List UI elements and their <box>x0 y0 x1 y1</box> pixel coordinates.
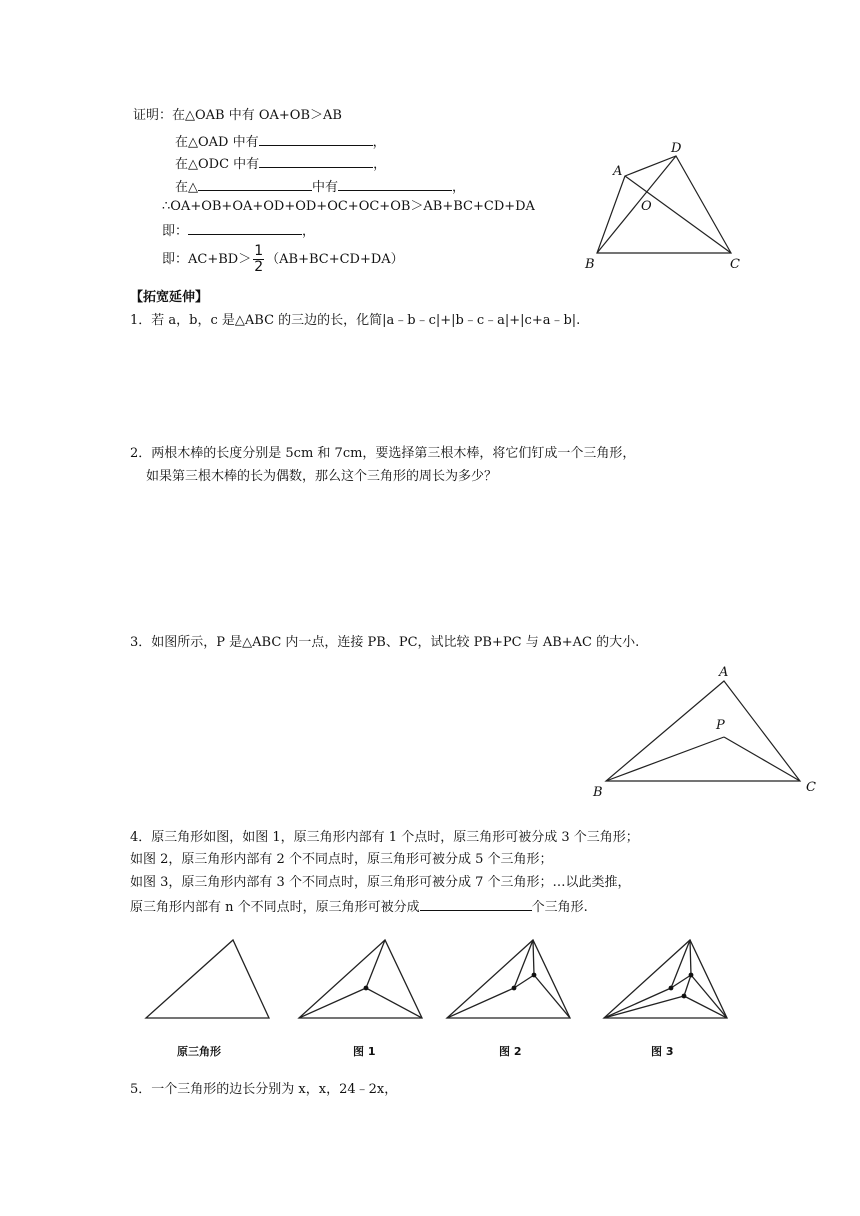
proof-line-6 <box>162 220 315 241</box>
proof-comma: ， <box>373 157 387 172</box>
figure-1-segment <box>366 988 422 1018</box>
caption-original-triangle: 原三角形 <box>177 1045 221 1058</box>
label-d: D <box>671 141 682 156</box>
label-o: O <box>641 199 652 214</box>
proof-line-4 <box>175 176 465 197</box>
figure-2-segment <box>533 940 534 975</box>
proof-line-7-text-b: （AB+BC+CD+DA） <box>266 252 404 267</box>
original-triangle <box>146 940 269 1018</box>
figure-2-segment <box>514 940 533 988</box>
triangle-abc <box>606 681 800 781</box>
label-c: C <box>730 257 740 272</box>
answer-blank[interactable] <box>420 896 532 911</box>
label-b: B <box>593 785 603 800</box>
section-heading: 【拓宽延伸】 <box>130 290 209 305</box>
proof-line-4-text-b: 中有 <box>312 180 339 195</box>
proof-line-3 <box>175 153 386 174</box>
caption-figure-2: 图 2 <box>499 1045 522 1058</box>
proof-line-4-text-a: 在△ <box>175 180 198 195</box>
caption-figure-3: 图 3 <box>651 1045 674 1058</box>
figure-3-point <box>669 986 674 991</box>
answer-blank[interactable] <box>259 153 373 168</box>
answer-blank[interactable] <box>188 220 302 235</box>
proof-comma: ， <box>452 180 466 195</box>
question-4-line-2: 如图 2，原三角形内部有 2 个不同点时，原三角形可被分成 5 个三角形； <box>130 852 553 867</box>
fraction-numerator: 1 <box>254 243 264 259</box>
figure-3-segment <box>684 996 727 1018</box>
figure-3-point <box>689 973 694 978</box>
figure-3-segment <box>604 988 671 1018</box>
figure-2-segment <box>534 975 570 1018</box>
proof-comma: ， <box>372 135 386 150</box>
question-4-line-3: 如图 3，原三角形内部有 3 个不同点时，原三角形可被分成 7 个三角形；…以此类推， <box>130 875 631 890</box>
proof-line-7 <box>162 244 404 276</box>
quadrilateral-outline <box>597 156 731 253</box>
label-c: C <box>806 780 816 795</box>
proof-line-3-text: 在△ODC 中有 <box>175 157 260 172</box>
proof-comma: ， <box>302 224 316 239</box>
question-1: 1．若 a，b，c 是△ABC 的三边的长，化简|a﹣b﹣c|+|b﹣c﹣a|+|c+a﹣b|. <box>130 313 581 328</box>
answer-blank[interactable] <box>259 131 373 146</box>
answer-blank[interactable] <box>338 176 452 191</box>
figure-1-triangle <box>299 940 422 1018</box>
question-2-line-1: 2．两根木棒的长度分别是 5cm 和 7cm，要选择第三根木棒，将它们钉成一个三角形， <box>130 446 636 461</box>
figure-1-point <box>364 986 369 991</box>
label-b: B <box>585 257 595 272</box>
figure-2-segment <box>514 975 534 988</box>
fraction-one-half <box>253 244 264 275</box>
figure-3-segment <box>671 975 691 988</box>
segment-pc <box>724 737 800 781</box>
segment-pb <box>606 737 724 781</box>
figure-2-point <box>532 973 537 978</box>
figure-2-point <box>512 986 517 991</box>
proof-line-5: ∴OA+OB+OA+OD+OD+OC+OC+OB＞AB+BC+CD+DA <box>162 199 535 214</box>
label-p: P <box>716 718 725 733</box>
answer-blank[interactable] <box>198 176 312 191</box>
figure-3-segment <box>684 975 691 996</box>
question-3: 3．如图所示，P 是△ABC 内一点，连接 PB、PC，试比较 PB+PC 与 AB+AC 的大小. <box>130 635 640 650</box>
figure-1-segment <box>366 940 385 988</box>
question-5: 5．一个三角形的边长分别为 x，x，24﹣2x， <box>130 1082 398 1097</box>
figure-3-segment <box>671 940 690 988</box>
proof-line-1: 证明：在△OAB 中有 OA+OB＞AB <box>133 108 342 123</box>
figure-2-segment <box>447 988 514 1018</box>
fraction-denominator: 2 <box>254 259 264 275</box>
question-4-line-4-text-a: 原三角形内部有 n 个不同点时，原三角形可被分成 <box>130 900 420 915</box>
diagonal-bd <box>597 156 676 253</box>
diagonal-ac <box>625 176 731 253</box>
figure-3-point <box>682 994 687 999</box>
label-a: A <box>719 665 729 680</box>
figure-3-segment <box>690 940 691 975</box>
proof-line-2-text: 在△OAD 中有 <box>175 135 259 150</box>
figure-3-segment <box>604 996 684 1018</box>
proof-line-2 <box>175 131 386 152</box>
question-2-line-2: 如果第三根木棒的长为偶数，那么这个三角形的周长为多少？ <box>146 469 498 484</box>
caption-figure-1: 图 1 <box>353 1045 376 1058</box>
figure-3-triangle <box>604 940 727 1018</box>
question-4-line-1: 4．原三角形如图，如图 1，原三角形内部有 1 个点时，原三角形可被分成 3 个三角形； <box>130 830 639 845</box>
figure-1-segment <box>299 988 366 1018</box>
figure-2-triangle <box>447 940 570 1018</box>
figure-3-segment <box>691 975 727 1018</box>
question-4-line-4-text-b: 个三角形. <box>531 900 588 915</box>
question-4-line-4 <box>130 896 588 917</box>
proof-line-7-text-a: 即：AC+BD＞ <box>162 252 252 267</box>
label-a: A <box>613 164 623 179</box>
proof-line-6-text: 即： <box>162 224 189 239</box>
